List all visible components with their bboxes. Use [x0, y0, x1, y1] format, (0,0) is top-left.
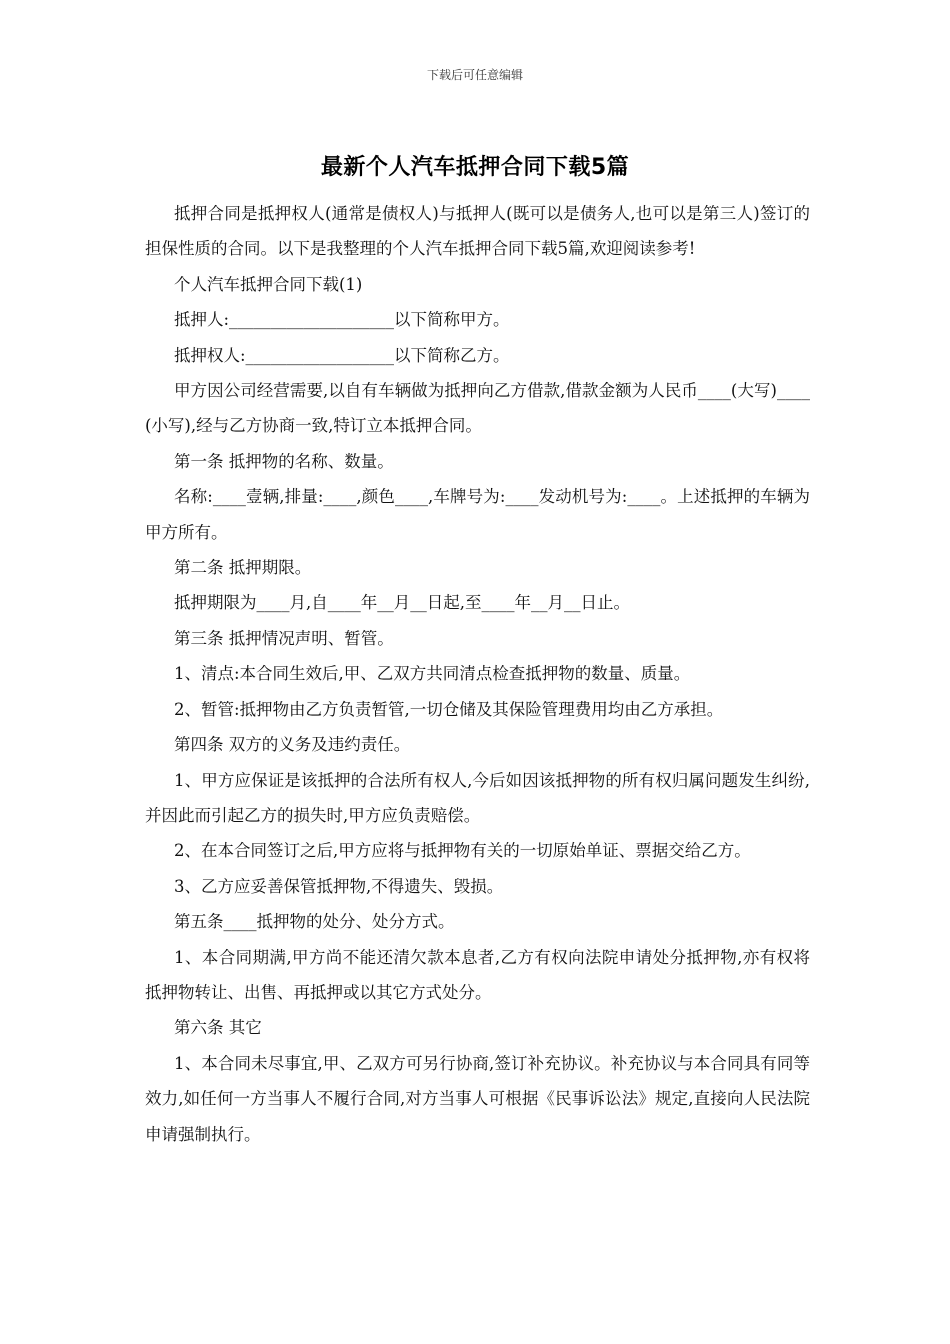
- paragraph-article-1-content: 名称:____壹辆,排量:____,颜色____,车牌号为:____发动机号为:____。上述抵押的车辆为甲方所有。: [145, 487, 810, 542]
- paragraph-article-5: 第五条____抵押物的处分、处分方式。: [174, 912, 455, 932]
- document-title: 最新个人汽车抵押合同下载5篇: [320, 155, 630, 180]
- paragraph-article-3-item-2: 2、暂管:抵押物由乙方负责暂管,一切仓储及其保险管理费用均由乙方承担。: [174, 699, 724, 719]
- paragraph-article-3: 第三条 抵押情况声明、暂管。: [174, 628, 394, 648]
- paragraph-article-2-content: 抵押期限为____月,自____年__月__日起,至____年__月__日止。: [174, 593, 630, 613]
- paragraph-article-4-item-1: 1、甲方应保证是该抵押的合法所有权人,今后如因该抵押物的所有权归属问题发生纠纷,并因此而引起乙方的损失时,甲方应负责赔偿。: [145, 770, 810, 825]
- paragraph-mortgagee: 抵押权人:__________________以下简称乙方。: [174, 345, 510, 365]
- paragraph-article-2: 第二条 抵押期限。: [174, 558, 312, 578]
- paragraph-article-1: 第一条 抵押物的名称、数量。: [174, 451, 394, 471]
- paragraph-intro: 抵押合同是抵押权人(通常是债权人)与抵押人(既可以是债务人,也可以是第三人)签订的担保性质的合同。以下是我整理的个人汽车抵押合同下载5篇,欢迎阅读参考!: [145, 204, 810, 259]
- paragraph-article-4-item-3: 3、乙方应妥善保管抵押物,不得遗失、毁损。: [174, 876, 504, 896]
- paragraph-article-5-item-1: 1、本合同期满,甲方尚不能还清欠款本息者,乙方有权向法院申请处分抵押物,亦有权将抵押物转让、出售、再抵押或以其它方式处分。: [145, 947, 810, 1002]
- paragraph-loan-purpose: 甲方因公司经营需要,以自有车辆做为抵押向乙方借款,借款金额为人民币____(大写)____(小写),经与乙方协商一致,特订立本抵押合同。: [145, 381, 810, 436]
- paragraph-article-4-item-2: 2、在本合同签订之后,甲方应将与抵押物有关的一切原始单证、票据交给乙方。: [174, 841, 751, 861]
- paragraph-article-4: 第四条 双方的义务及违约责任。: [174, 735, 411, 755]
- paragraph-article-6: 第六条 其它: [174, 1018, 262, 1038]
- paragraph-mortgagor: 抵押人:____________________以下简称甲方。: [174, 310, 510, 330]
- paragraph-article-6-item-1: 1、本合同未尽事宜,甲、乙双方可另行协商,签订补充协议。补充协议与本合同具有同等效力,如任何一方当事人不履行合同,对方当事人可根据《民事诉讼法》规定,直接向人民法院申请强制执行。: [145, 1053, 810, 1144]
- paragraph-article-3-item-1: 1、清点:本合同生效后,甲、乙双方共同清点检查抵押物的数量、质量。: [174, 664, 691, 684]
- header-note: 下载后可任意编辑: [426, 68, 523, 82]
- document-body: [145, 196, 810, 1152]
- paragraph-section-heading: 个人汽车抵押合同下载(1): [174, 274, 363, 294]
